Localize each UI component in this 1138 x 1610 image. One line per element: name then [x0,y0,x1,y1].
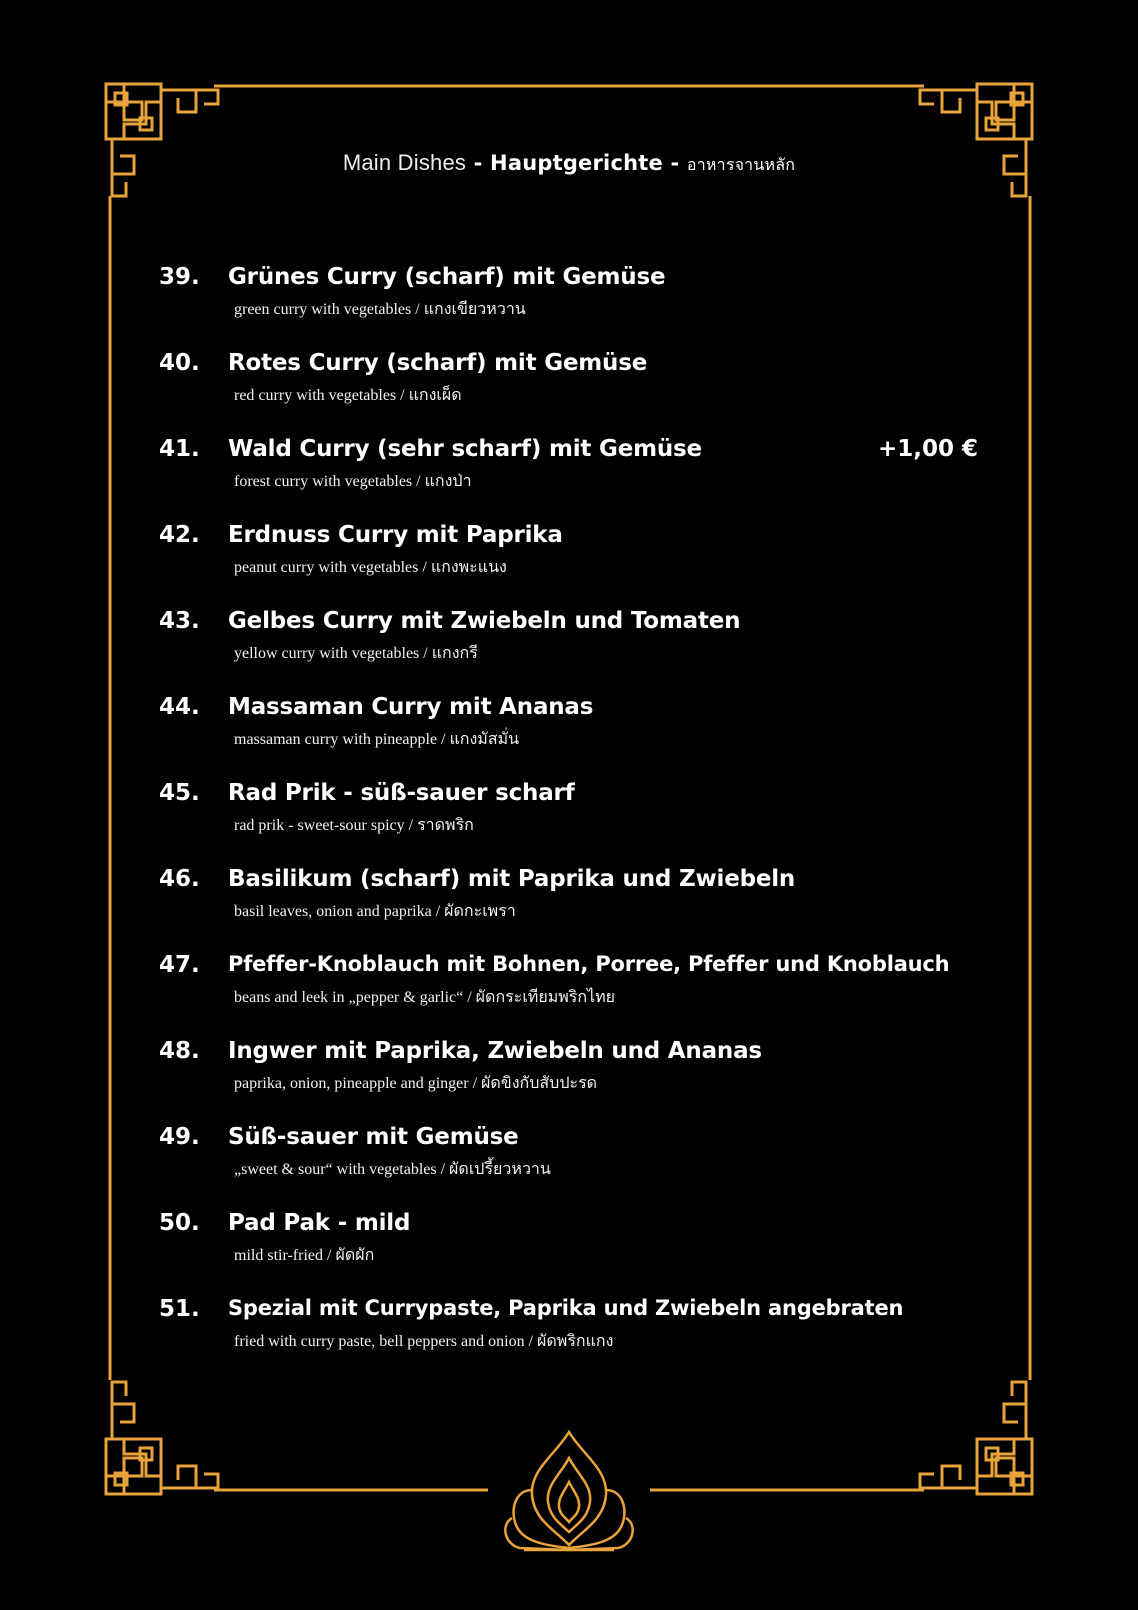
item-price: +1,00 € [877,436,978,462]
item-name: Basilikum (scharf) mit Paprika und Zwiebeln [228,866,796,892]
item-name: Ingwer mit Paprika, Zwiebeln und Ananas [228,1038,762,1064]
item-description: peanut curry with vegetables / แกงพะแนง [234,559,507,576]
page-title [0,150,1138,178]
corner-bottom-left-icon [106,1382,218,1494]
title-german: Hauptgerichte [490,151,663,175]
title-separator: - [662,151,687,175]
item-number: 45. [159,780,200,806]
item-description: massaman curry with pineapple / แกงมัสมั่น [234,731,520,748]
item-number: 51. [159,1296,200,1322]
item-description: „sweet & sour“ with vegetables / ผัดเปรี้ยวหวาน [234,1161,551,1178]
title-english: Main Dishes [342,150,467,175]
item-name: Spezial mit Currypaste, Paprika und Zwiebeln angebraten [228,1296,904,1320]
item-number: 40. [159,350,200,376]
item-name: Rotes Curry (scharf) mit Gemüse [228,350,648,376]
item-number: 47. [159,952,200,978]
corner-top-left-icon [106,84,218,196]
item-name: Massaman Curry mit Ananas [228,694,594,720]
item-name: Süß-sauer mit Gemüse [228,1124,519,1150]
item-name: Wald Curry (sehr scharf) mit Gemüse [228,436,702,462]
item-description: yellow curry with vegetables / แกงกรี [234,645,478,662]
corner-bottom-right-icon [920,1382,1032,1494]
item-description: mild stir-fried / ผัดผัก [234,1247,375,1264]
item-description: red curry with vegetables / แกงเผ็ด [234,387,462,404]
item-number: 48. [159,1038,200,1064]
title-separator: - [466,151,491,175]
item-description: basil leaves, onion and paprika / ผัดกะเพรา [234,903,516,920]
item-description: forest curry with vegetables / แกงป่า [234,473,472,490]
item-description: rad prik - sweet-sour spicy / ราดพริก [234,817,474,834]
item-description: paprika, onion, pineapple and ginger / ผัดขิงกับสับปะรด [234,1075,598,1092]
item-number: 41. [159,436,200,462]
item-number: 44. [159,694,200,720]
item-description: green curry with vegetables / แกงเขียวหวาน [234,301,526,318]
item-number: 43. [159,608,200,634]
item-number: 42. [159,522,200,548]
corner-top-right-icon [920,84,1032,196]
item-name: Gelbes Curry mit Zwiebeln und Tomaten [228,608,741,634]
item-description: beans and leek in „pepper & garlic“ / ผัดกระเทียมพริกไทย [234,989,616,1006]
item-description: fried with curry paste, bell peppers and onion / ผัดพริกแกง [234,1333,614,1350]
title-thai: อาหารจานหลัก [686,155,796,174]
item-number: 39. [159,264,200,290]
item-name: Erdnuss Curry mit Paprika [228,522,563,548]
item-name: Pad Pak - mild [228,1210,411,1236]
item-name: Pfeffer-Knoblauch mit Bohnen, Porree, Pfeffer und Knoblauch [228,952,950,976]
thai-lotus-flame-icon [505,1432,632,1550]
item-name: Rad Prik - süß-sauer scharf [228,780,575,806]
item-name: Grünes Curry (scharf) mit Gemüse [228,264,666,290]
item-number: 49. [159,1124,200,1150]
item-number: 50. [159,1210,200,1236]
item-number: 46. [159,866,200,892]
